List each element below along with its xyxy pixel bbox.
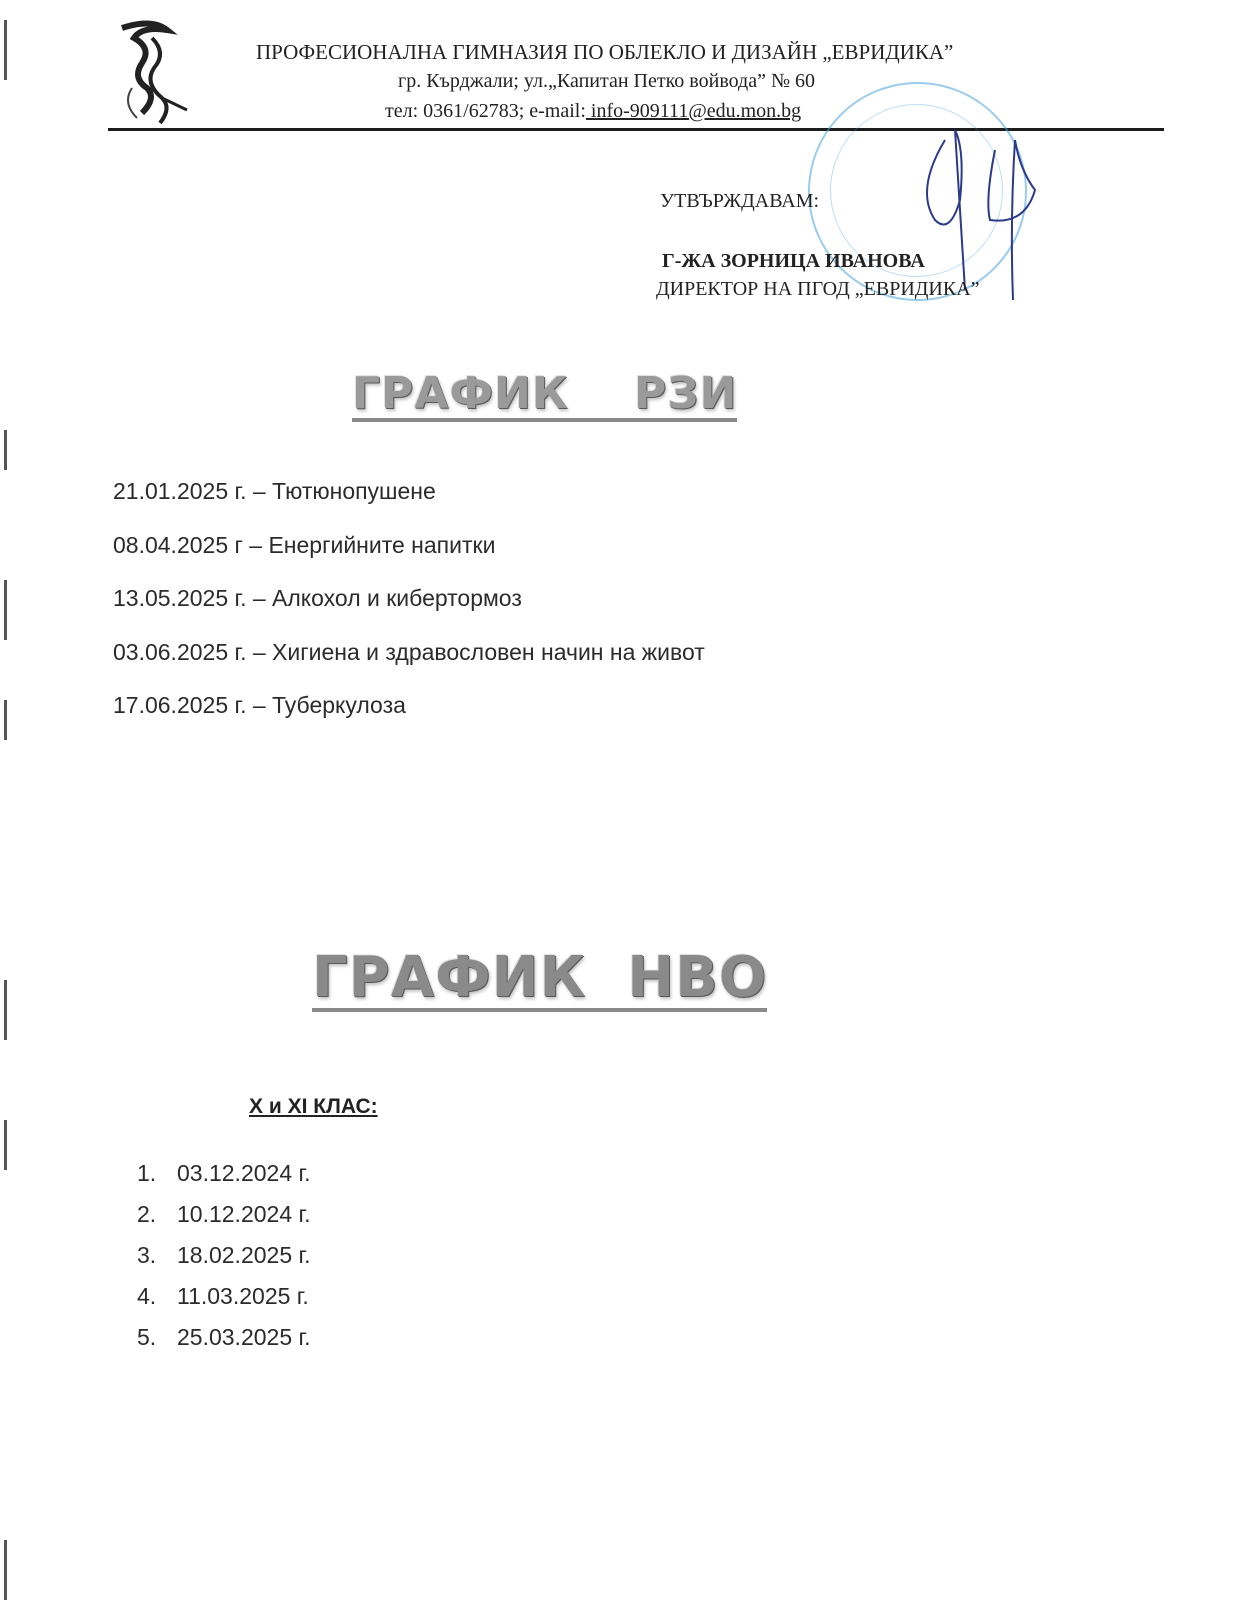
nvo-schedule-list	[137, 1160, 310, 1365]
class-heading: Х и XI КЛАС:	[249, 1095, 378, 1118]
item-number: 4.	[137, 1283, 157, 1309]
approval-label: УТВЪРЖДАВАМ:	[660, 190, 820, 212]
phone-text: тел: 0361/62783; e-mail:	[385, 100, 586, 122]
school-address: гр. Кърджали; ул.„Капитан Петко войвода” № 60	[398, 70, 816, 92]
scan-artifact	[4, 980, 7, 1040]
item-date: 11.03.2025 г.	[177, 1283, 309, 1309]
list-item	[137, 1201, 310, 1242]
nvo-schedule-title: ГРАФИК НВО	[312, 945, 768, 1010]
item-number: 5.	[137, 1324, 157, 1350]
school-contact	[385, 100, 801, 123]
scan-artifact	[4, 1540, 7, 1600]
school-logo-icon	[112, 18, 192, 126]
item-number: 3.	[137, 1242, 157, 1268]
list-item	[137, 1160, 310, 1201]
list-item: 17.06.2025 г. – Туберкулоза	[113, 692, 406, 718]
item-date: 10.12.2024 г.	[177, 1201, 311, 1227]
scan-artifact	[4, 430, 7, 470]
approver-role: ДИРЕКТОР НА ПГОД „ЕВРИДИКА”	[656, 278, 980, 300]
scan-artifact	[4, 1120, 7, 1170]
item-number: 2.	[137, 1201, 157, 1227]
approver-name: Г-ЖА ЗОРНИЦА ИВАНОВА	[662, 250, 925, 272]
list-item: 21.01.2025 г. – Тютюнопушене	[113, 478, 436, 504]
list-item	[137, 1242, 310, 1283]
scan-artifact	[4, 580, 7, 640]
list-item	[137, 1283, 310, 1324]
email-link[interactable]: info-909111@edu.mon.bg	[585, 100, 802, 122]
item-number: 1.	[137, 1160, 157, 1186]
item-date: 03.12.2024 г.	[177, 1160, 311, 1186]
item-date: 25.03.2025 г.	[177, 1324, 311, 1350]
list-item: 13.05.2025 г. – Алкохол и кибертормоз	[113, 585, 522, 611]
item-date: 18.02.2025 г.	[177, 1242, 311, 1268]
list-item: 03.06.2025 г. – Хигиена и здравословен начин на живот	[113, 638, 705, 665]
list-item	[137, 1324, 310, 1365]
rzi-schedule-title: ГРАФИК РЗИ	[352, 372, 737, 422]
list-item: 08.04.2025 г – Енергийните напитки	[113, 531, 496, 558]
school-name: ПРОФЕСИОНАЛНА ГИМНАЗИЯ ПО ОБЛЕКЛО И ДИЗАЙН „ЕВРИДИКА”	[256, 40, 954, 64]
scan-artifact	[4, 20, 7, 80]
scan-artifact	[4, 700, 7, 740]
rzi-schedule-list	[113, 478, 705, 746]
